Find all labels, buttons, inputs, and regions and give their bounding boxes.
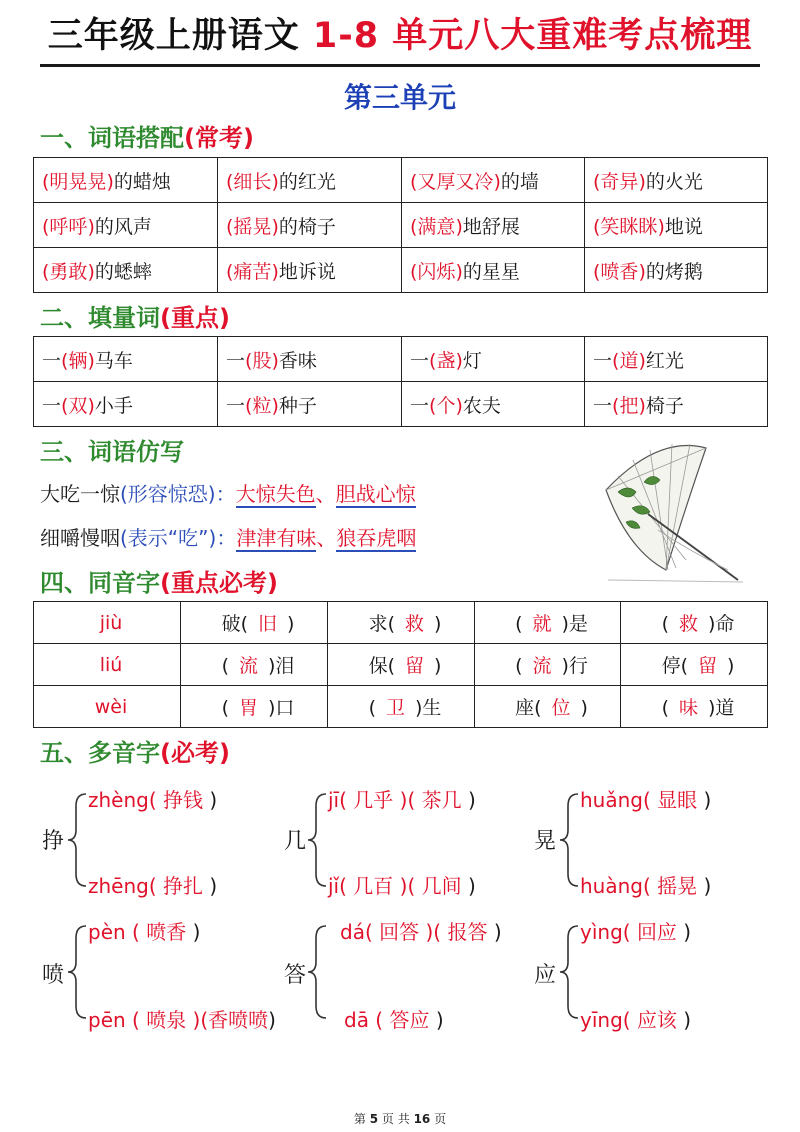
section-tag: (重点)	[160, 304, 230, 332]
table-cell	[34, 248, 218, 293]
section-label: 二、填量词	[40, 304, 160, 332]
pinyin: huàng(	[580, 874, 651, 898]
answer-word: 双	[68, 394, 88, 417]
paren-close: )	[638, 394, 646, 417]
paren-close: )	[271, 349, 279, 372]
phrase-text: 的烤鹅	[645, 260, 703, 283]
phrase-text: 农夫	[462, 394, 501, 417]
paren-open: (	[42, 215, 50, 238]
table-cell	[475, 602, 621, 644]
table-cell	[585, 382, 768, 427]
phrase-text: 灯	[462, 349, 482, 372]
paren-open: (	[61, 349, 69, 372]
polyphone-char: 喷	[42, 963, 65, 988]
paren-close: )	[493, 170, 501, 193]
brace-icon	[306, 924, 328, 1020]
phrase-text: 的星星	[462, 260, 520, 283]
paren-open: (	[410, 215, 418, 238]
reading-bottom	[580, 870, 711, 899]
cell-prefix: (	[661, 613, 669, 635]
cell-prefix: (	[221, 697, 229, 719]
phrase-text: 的红光	[278, 170, 336, 193]
table-cell	[475, 644, 621, 686]
paren-close: )	[87, 349, 95, 372]
paren-open: (	[42, 170, 50, 193]
cell-prefix: (	[515, 613, 523, 635]
close-paren: )	[703, 874, 712, 898]
polyphone-char: 答	[284, 963, 307, 988]
paren-open: (	[245, 394, 253, 417]
close-paren: )	[209, 874, 218, 898]
answer-word: 位	[551, 697, 571, 719]
paren-close: )	[87, 215, 95, 238]
paren-close: )	[455, 349, 463, 372]
numeral: 一	[593, 394, 613, 417]
pinyin: dá(	[340, 920, 373, 944]
section-label: 四、同音字	[40, 569, 160, 597]
example-words: 喷泉 )(香喷喷	[146, 1008, 269, 1032]
cell-suffix: )命	[708, 613, 735, 635]
phrase-text: 地舒展	[462, 215, 520, 238]
cell-suffix: )	[727, 655, 735, 677]
answer-word: 留	[697, 655, 717, 677]
answer-word: 胃	[238, 697, 258, 719]
paren-close: )	[455, 394, 463, 417]
example-words: 显眼	[657, 788, 698, 812]
table-row	[34, 686, 768, 728]
example-words: 摇晃	[657, 874, 698, 898]
section-5-heading	[40, 733, 230, 768]
answer-word: 闪烁	[417, 260, 456, 283]
close-paren: )	[467, 788, 476, 812]
close-paren: )	[435, 1008, 444, 1032]
cell-prefix: 停(	[661, 655, 688, 677]
paren-open: (	[245, 349, 253, 372]
cell-suffix: )是	[561, 613, 588, 635]
umbrella-illustration	[588, 430, 748, 590]
table-cell	[585, 203, 768, 248]
phrase-text: 的火光	[645, 170, 703, 193]
title-divider	[40, 64, 760, 67]
reading-top	[88, 916, 200, 945]
answer-word: 把	[619, 394, 639, 417]
page-title	[0, 8, 800, 58]
table-cell	[328, 644, 475, 686]
phrase-text: 地说	[664, 215, 703, 238]
phrase-text: 种子	[278, 394, 317, 417]
paren-open: (	[612, 394, 620, 417]
table-cell	[181, 686, 328, 728]
close-paren: )	[703, 788, 712, 812]
numeral: 一	[42, 349, 62, 372]
answer-word: 旧	[257, 613, 277, 635]
homophone-table	[33, 601, 768, 728]
phrase-text: 的风声	[94, 215, 152, 238]
polyphone-char: 几	[284, 829, 307, 854]
reading-bottom	[88, 870, 217, 899]
numeral: 一	[593, 349, 613, 372]
example-words: 答应	[389, 1008, 430, 1032]
numeral: 一	[42, 394, 62, 417]
idiom: 细嚼慢咽	[40, 526, 120, 550]
cell-suffix: )	[287, 613, 295, 635]
reading-bottom	[344, 1004, 444, 1033]
answer-word: 盏	[436, 349, 456, 372]
answer-word: 痛苦	[233, 260, 272, 283]
answer-word: 卫	[385, 697, 405, 719]
unit-heading: 第三单元	[343, 81, 456, 114]
table-cell	[218, 203, 402, 248]
imitation-line-2	[40, 522, 416, 551]
answer-word: 笑眯眯	[600, 215, 658, 238]
table-cell	[402, 203, 585, 248]
table-row	[34, 644, 768, 686]
table-row	[34, 248, 768, 293]
cell-suffix: )行	[561, 655, 588, 677]
example-words: 回答 )( 报答	[379, 920, 488, 944]
separator: 、	[315, 482, 336, 506]
table-row	[34, 337, 768, 382]
paren-close: )	[455, 260, 463, 283]
reading-bottom	[580, 1004, 691, 1033]
numeral: 一	[226, 349, 246, 372]
table-cell	[328, 686, 475, 728]
cell-prefix: 破(	[221, 613, 248, 635]
cell-suffix: )泪	[268, 655, 295, 677]
table-cell	[328, 602, 475, 644]
table-row	[34, 602, 768, 644]
cell-suffix: )	[434, 613, 442, 635]
numeral: 一	[410, 394, 430, 417]
polyphone-char: 应	[534, 963, 557, 988]
close-paren: )	[467, 874, 476, 898]
footer-text: 第	[353, 1112, 366, 1126]
phrase-text: 马车	[94, 349, 133, 372]
page-footer	[0, 1110, 800, 1127]
answer-word: 明晃晃	[49, 170, 107, 193]
answer-word: 留	[404, 655, 424, 677]
brace-icon	[558, 792, 580, 888]
idiom: 大吃一惊	[40, 482, 120, 506]
answer: 胆战心惊	[335, 482, 416, 506]
table-cell	[181, 602, 328, 644]
table-cell	[218, 337, 402, 382]
phrase-text: 小手	[94, 394, 133, 417]
pinyin: jǐ(	[328, 874, 347, 898]
cell-prefix: 求(	[368, 613, 395, 635]
answer-word: 流	[238, 655, 258, 677]
phrase-text: 的墙	[500, 170, 539, 193]
reading-top	[340, 916, 502, 945]
reading-top	[580, 784, 711, 813]
pinyin-cell: jiù	[34, 602, 181, 644]
answer-word: 辆	[68, 349, 88, 372]
answer-word: 奇异	[600, 170, 639, 193]
paren-close: )	[271, 394, 279, 417]
close-paren: )	[192, 920, 201, 944]
cell-prefix: (	[515, 655, 523, 677]
answer-word: 满意	[417, 215, 456, 238]
table-cell	[218, 382, 402, 427]
brace-icon	[306, 792, 328, 888]
answer-word: 勇敢	[49, 260, 88, 283]
section-2-heading	[40, 298, 230, 333]
table-cell	[402, 158, 585, 203]
cell-prefix: (	[661, 697, 669, 719]
section-label: 五、多音字	[40, 739, 160, 767]
pinyin: dā (	[344, 1008, 384, 1032]
paren-open: (	[612, 349, 620, 372]
pinyin-cell: liú	[34, 644, 181, 686]
cell-suffix: )口	[268, 697, 295, 719]
pinyin: yīng(	[580, 1008, 631, 1032]
idiom-note: (表示“吃”)：	[120, 526, 237, 550]
phrase-text: 地诉说	[278, 260, 336, 283]
answer-word: 摇晃	[233, 215, 272, 238]
paren-open: (	[593, 260, 601, 283]
reading-bottom	[88, 1004, 276, 1033]
table-cell	[621, 644, 768, 686]
table-cell	[621, 602, 768, 644]
cell-prefix: 保(	[368, 655, 395, 677]
answer-word: 又厚又冷	[417, 170, 494, 193]
brace-icon	[558, 924, 580, 1020]
reading-top	[580, 916, 691, 945]
example-words: 挣钱	[163, 788, 204, 812]
answer-word: 喷香	[600, 260, 639, 283]
answer-word: 股	[252, 349, 272, 372]
pinyin: zhèng(	[88, 788, 157, 812]
table-cell	[621, 686, 768, 728]
close-paren: )	[209, 788, 218, 812]
polyphone-char: 挣	[42, 829, 65, 854]
answer-word: 救	[678, 613, 698, 635]
paren-open: (	[593, 170, 601, 193]
phrase-text: 的蜡烛	[113, 170, 171, 193]
idiom-note: (形容惊恐)：	[120, 482, 236, 506]
table-cell	[34, 337, 218, 382]
phrase-text: 红光	[645, 349, 684, 372]
paren-close: )	[638, 170, 646, 193]
cell-suffix: )道	[708, 697, 735, 719]
reading-top	[88, 784, 217, 813]
answer-word: 救	[404, 613, 424, 635]
table-cell	[585, 158, 768, 203]
section-1-heading	[40, 118, 254, 153]
phrase-text: 香味	[278, 349, 317, 372]
answer-word: 呼呼	[49, 215, 88, 238]
table-cell	[402, 248, 585, 293]
answer-word: 粒	[252, 394, 272, 417]
numeral: 一	[410, 349, 430, 372]
section-tag: (重点必考)	[160, 569, 278, 597]
numeral: 一	[226, 394, 246, 417]
close-paren: )	[683, 1008, 692, 1032]
example-words: 回应	[636, 920, 677, 944]
example-words: 挣扎	[163, 874, 204, 898]
answer-word: 个	[436, 394, 456, 417]
paren-close: )	[87, 260, 95, 283]
paren-close: )	[638, 260, 646, 283]
table-cell	[585, 248, 768, 293]
paren-close: )	[87, 394, 95, 417]
table-row	[34, 382, 768, 427]
measure-word-table	[33, 336, 768, 427]
close-paren: )	[493, 920, 502, 944]
answer-word: 道	[619, 349, 639, 372]
paren-open: (	[593, 215, 601, 238]
table-row	[34, 203, 768, 248]
polyphone-char: 晃	[534, 829, 557, 854]
answer: 津津有味	[236, 526, 317, 550]
answer-word: 细长	[233, 170, 272, 193]
paren-open: (	[226, 170, 234, 193]
answer-word: 流	[532, 655, 552, 677]
pinyin: jī(	[328, 788, 347, 812]
paren-close: )	[638, 349, 646, 372]
example-words: 几乎 )( 茶几	[353, 788, 462, 812]
table-cell	[181, 644, 328, 686]
section-label: 一、词语搭配	[40, 124, 184, 152]
cell-prefix: (	[221, 655, 229, 677]
title-highlight: 1-8 单元八大重难考点梳理	[312, 16, 753, 56]
paren-close: )	[455, 215, 463, 238]
paren-open: (	[61, 394, 69, 417]
cell-prefix: 座(	[515, 697, 542, 719]
answer: 大惊失色	[235, 482, 316, 506]
paren-open: (	[226, 260, 234, 283]
section-label: 三、词语仿写	[40, 438, 184, 466]
page-number: 5	[369, 1112, 379, 1126]
table-cell	[218, 248, 402, 293]
footer-text: 页 共	[381, 1112, 410, 1126]
table-cell	[585, 337, 768, 382]
close-paren: )	[268, 1008, 276, 1032]
table-cell	[402, 382, 585, 427]
pinyin: yìng(	[580, 920, 631, 944]
section-tag: (常考)	[184, 124, 254, 152]
table-cell	[475, 686, 621, 728]
cell-suffix: )生	[415, 697, 442, 719]
table-cell	[402, 337, 585, 382]
brace-icon	[66, 924, 88, 1020]
table-cell	[34, 203, 218, 248]
close-paren: )	[683, 920, 692, 944]
paren-open: (	[410, 260, 418, 283]
phrase-text: 的蟋蟀	[94, 260, 152, 283]
reading-top	[328, 784, 476, 813]
separator: 、	[316, 526, 337, 550]
reading-bottom	[328, 870, 476, 899]
cell-suffix: )	[580, 697, 588, 719]
section-3-heading	[40, 432, 184, 467]
phrase-text: 的椅子	[278, 215, 336, 238]
paren-close: )	[106, 170, 114, 193]
collocation-table	[33, 157, 768, 293]
answer-word: 味	[678, 697, 698, 719]
pinyin: huǎng(	[580, 788, 651, 812]
paren-open: (	[410, 170, 418, 193]
paren-close: )	[271, 260, 279, 283]
cell-suffix: )	[434, 655, 442, 677]
paren-open: (	[429, 349, 437, 372]
example-words: 应该	[636, 1008, 677, 1032]
brace-icon	[66, 792, 88, 888]
example-words: 几百 )( 几间	[353, 874, 462, 898]
total-pages: 16	[413, 1112, 431, 1126]
pinyin-cell: wèi	[34, 686, 181, 728]
example-words: 喷香	[146, 920, 187, 944]
pinyin: pèn (	[88, 920, 140, 944]
table-cell	[34, 158, 218, 203]
paren-close: )	[657, 215, 665, 238]
phrase-text: 椅子	[645, 394, 684, 417]
paren-close: )	[271, 170, 279, 193]
footer-text: 页	[434, 1112, 447, 1126]
paren-open: (	[226, 215, 234, 238]
imitation-line-1	[40, 478, 416, 507]
pinyin: zhēng(	[88, 874, 157, 898]
section-4-heading	[40, 563, 278, 598]
paren-open: (	[429, 394, 437, 417]
cell-prefix: (	[368, 697, 376, 719]
paren-open: (	[42, 260, 50, 283]
table-row	[34, 158, 768, 203]
paren-close: )	[271, 215, 279, 238]
pinyin: pēn (	[88, 1008, 140, 1032]
answer: 狼吞虎咽	[336, 526, 417, 550]
title-main: 三年级上册语文	[47, 16, 313, 56]
section-tag: (必考)	[160, 739, 230, 767]
answer-word: 就	[532, 613, 552, 635]
table-cell	[34, 382, 218, 427]
table-cell	[218, 158, 402, 203]
